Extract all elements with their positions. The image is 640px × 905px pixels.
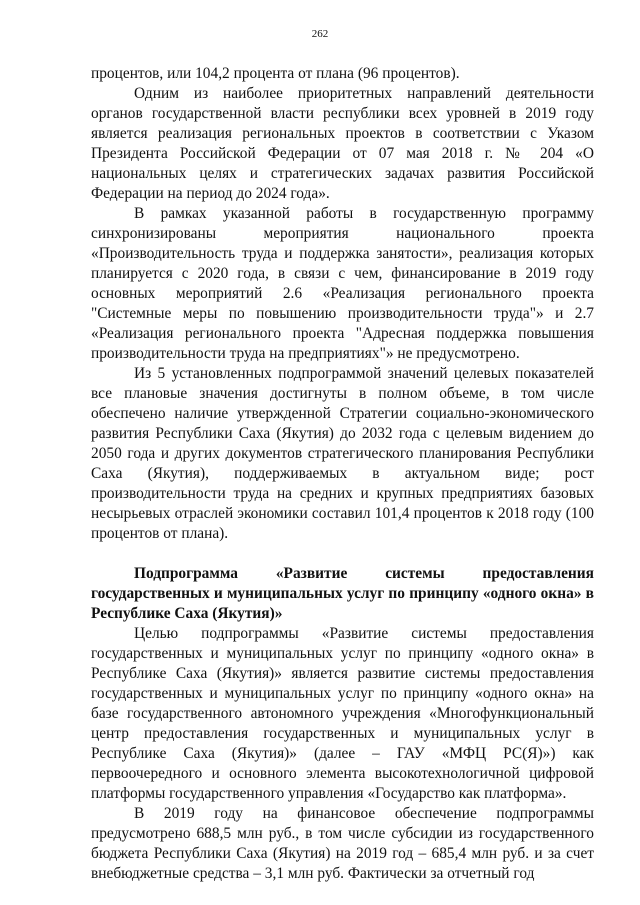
paragraph-continuation: процентов, или 104,2 процента от плана (96 процентов). [91,65,460,82]
paragraph-financing: В 2019 году на финансовое обеспечение подпрограммы предусмотрено 688,5 млн руб., в том числе субсидии из государственного бюджета Республики Саха (Якутия) на 2019 год – 685,4 млн руб. и за счет внебюджетные средства – 3,1 млн руб. Фактически за отчетный год [91,805,594,882]
paragraph-regional-projects: Одним из наиболее приоритетных направлений деятельности органов государственной власти республики всех уровней в 2019 году является реализация региональных проектов в соответствии с Указом Президента Российской Федерации от 07 мая 2018 г. № 204 «О национальных целях и стратегических задачах развития Российской Федерации на период до 2024 года». [91,85,594,202]
document-body [91,64,594,884]
paragraph-subprogram-goal: Целью подпрограммы «Развитие системы предоставления государственных и муниципальных услуг по принципу «одного окна» в Республике Саха (Якутия)» является развитие системы предоставления государственных и муниципальных услуг по принципу «одного окна» на базе государственного автономного учреждения «Многофункциональный центр предоставления государственных и муниципальных услуг в Республике Саха (Якутия)» (далее – ГАУ «МФЦ РС(Я)») как первоочередного и основного элемента высокотехнологичной цифровой платформы государственного управления «Государство как платформа». [91,625,594,802]
page-number: 262 [311,28,329,40]
paragraph-target-indicators: Из 5 установленных подпрограммой значений целевых показателей все плановые значения достигнуты в полном объеме, в том числе обеспечено наличие утвержденной Стратегии социально-экономического развития Республики Саха (Якутия) до 2032 года с целевым видением до 2050 года и других документов стратегического планирования Республики Саха (Якутия), поддерживаемых в актуальном виде; рост производительности труда на средних и крупных предприятиях базовых несырьевых отраслей экономики составил 101,4 процентов к 2018 году (100 процентов от плана). [91,365,594,542]
paragraph-national-project: В рамках указанной работы в государственную программу синхронизированы мероприятия национального проекта «Производительность труда и поддержка занятости», реализация которых планируется с 2020 года, в связи с чем, финансирование в 2019 году основных мероприятий 2.6 «Реализация регионального проекта "Системные меры по повышению производительности труда"» и 2.7 «Реализация регионального проекта "Адресная поддержка повышения производительности труда на предприятиях"» не предусмотрено. [91,205,594,362]
subprogram-heading: Подпрограмма «Развитие системы предоставления государственных и муниципальных услуг по принципу «одного окна» в Республике Саха (Якутия)» [91,565,594,622]
